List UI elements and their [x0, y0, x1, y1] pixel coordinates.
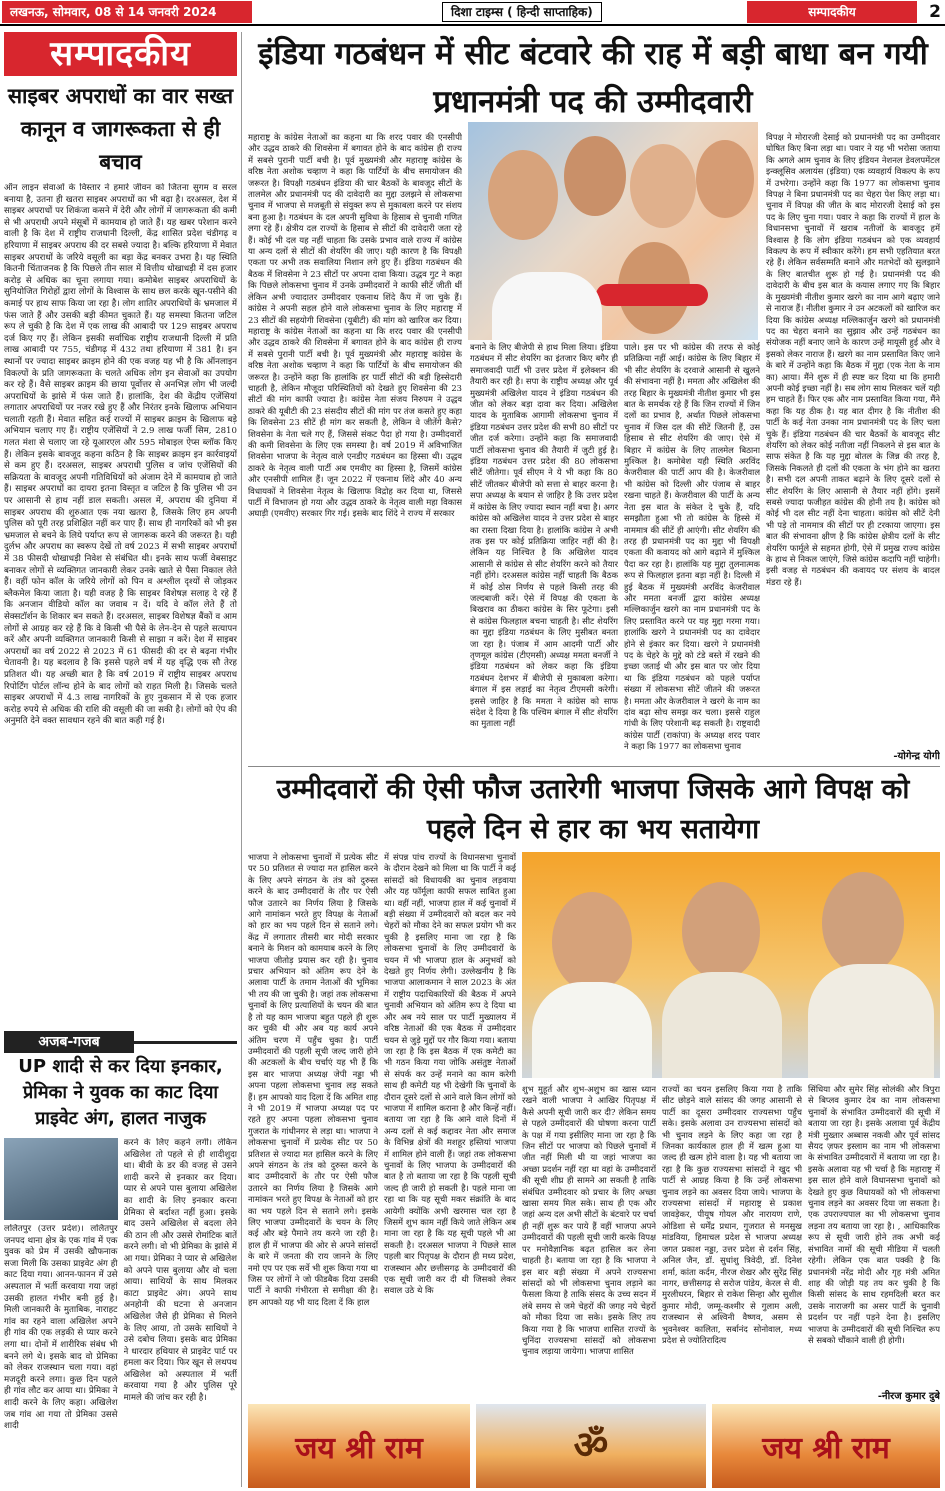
- editorial-headline: साइबर अपराधों का वार सख्त कानून व जागरूकता से ही बचाव: [7, 84, 234, 174]
- story2-body-col2: में संपन्न पांच राज्यों के विधानसभा चुनावों के दौरान देखने को मिला था कि पार्टी ने कई सांसदों को विधायकी का चुनाव लड़वाया और यह फॉर्मूला काफी सफल साबित हुआ था। वहीं नहीं, भाजपा हाल में कई चुनावों में बड़ी संख्या में उम्मीदवारों को बदल कर नये चेहरों को मौका देने का सफल प्रयोग भी कर चुकी है इसलिए माना जा रहा है कि लोकसभा चुनावों के लिए उम्मीदवारों के चयन में भी भाजपा हाल के अनुभवों को देखते हुए निर्णय लेगी। उल्लेखनीय है कि भाजपा आलाकमान ने साल 2023 के अंत में राष्ट्रीय पदाधिकारियों की बैठक में अपने चुनावी अभियान को अंतिम रूप दे दिया था और अब नये साल पर पार्टी मुख्यालय में वरिष्ठ नेताओं की एक बैठक में उम्मीदवार चयन से जुड़े मुद्दों पर गौर किया गया। बताया जा रहा है कि इस बैठक में एक कमेटी का भी गठन किया गया जोकि असंतुष्ट नेताओं से संपर्क कर उन्हें मनाने का काम करेगी साथ ही कमेटी यह भी देखेगी कि चुनावों के दौरान दूसरे दलों से आने वाले किन लोगों को भाजपा में शामिल कराना है और किन्हें नहीं। बताया जा रहा है कि आने वाले दिनों में अन्य दलों से कई कद्दावर नेता और समाज के विभिन्न क्षेत्रों की मशहूर हस्तियां भाजपा में शामिल होने वाली हैं। जहां तक लोकसभा चुनावों के लिए भाजपा के उम्मीदवारों की बात है तो बताया जा रहा है कि पहली सूची जल्द ही जारी हो सकती है। पहले माना जा रहा था कि यह सूची मकर संक्रांति के बाद आयेगी क्योंकि अभी खरमास चल रहा है जिसमें शुभ काम नहीं किये जाते लेकिन अब माना जा रहा है कि यह सूची पहले भी आ सकती है। दरअसल भाजपा ने पिछले साल पहली बार पितृपक्ष के दौरान ही मध्य प्रदेश, राजस्थान और छत्तीसगढ़ के उम्मीदवारों की एक सूची जारी कर दी थी जिसको लेकर सवाल उठे थे कि: [384, 852, 516, 1296]
- story1-body-col4: विपक्ष ने मोरारजी देसाई को प्रधानमंत्री पद का उम्मीदवार घोषित किए बिना लड़ा था। पवार ने यह भी भरोसा जताया कि अगले आम चुनाव के लिए इंडियन नेशनल डेवलपमेंटल इन्क्लूसिव अलायंस (इंडिया) एक व्यवहार्य विकल्प के रूप में उभरेगा। उन्होंने कहा कि 1977 का लोकसभा चुनाव विपक्ष ने बिना प्रधानमंत्री पद का चेहरा पेश किए लड़ा था। चुनाव में विपक्ष की जीत के बाद मोरारजी देसाई को इस पद के लिए चुना गया। पवार ने कहा कि राज्यों में हाल के विधानसभा चुनावों में खराब नतीजों के बावजूद हमें विश्वास है कि लोग इंडिया गठबंधन को एक व्यवहार्य विकल्प के रूप में स्वीकार करेंगे। हम सभी एहतियात बरत रहे हैं। लेकिन सर्वसम्मति बनाने और मतभेदों को सुलझाने के लिए बातचीत शुरू हो गई है। प्रधानमंत्री पद की दावेदारी के बीच इस बात के कयास लगाए गए कि बिहार के मुख्यमंत्री नीतीश कुमार खरगे का नाम आगे बढ़ाए जाने से नाराज हैं। नीतीश कुमार ने उन अटकलों को खारिज कर दिया कि कांग्रेस अध्यक्ष मल्लिकार्जुन खरगे को प्रधानमंत्री पद का चेहरा बनाने का सुझाव और उन्हें गठबंधन का संयोजक नहीं बनाए जाने के कारण उन्हें मायूसी हुई और वे इसको लेकर नाराज हैं। खरगे का नाम प्रस्तावित किए जाने के बारे में उन्होंने कहा कि बैठक में मुद्दा (एक नेता के नाम का) आया। मैंने शुरू में ही स्पष्ट कर दिया था कि हमारी अपनी कोई इच्छा नहीं है। सब लोग साथ मिलकर चलें यही हम चाहते हैं। फिर एक और नाम प्रस्तावित किया गया, मैंने कहा कि यह ठीक है। यह बात दीगर है कि नीतीश की पार्टी के कई नेता उनका नाम प्रधानमंत्री पद के लिए चला चुके हैं। इंडिया गठबंधन की चार बैठकों के बावजूद सीट शेयरिंग को लेकर कोई नतीजा नहीं निकलने से इस बात के साफ संकेत है कि यह मुद्दा बोतल के जिन्न की तरह है, जिसके निकलते ही दलों की एकता के भंग होने का खतरा है। सभी दल अपनी ताकत बढ़ाने के लिए दूसरे दलों से सीट शेयरिंग के लिए आसानी से तैयार नहीं होंगे। इसमें सबसे ज्यादा फजीहत कांग्रेस की होनी तय है। कांग्रेस को कोई भी दल सीट नहीं देना चाहता। कांग्रेस को सीटें देनी भी पड़े तो नाममात्र की सीटों पर ही टरकाया जाएगा। इस बात की संभावना क्षीण है कि कांग्रेस क्षेत्रीय दलों के सीट शेयरिंग फार्मूले से सहमत होगी, ऐसे में प्रमुख राज्य कांग्रेस के हाथ से निकल जाएंगे, जिसे कांग्रेस कदापि नहीं चाहेगी। इसी वजह से गठबंधन की कवायद पर संशय के बादल मंडरा रहे हैं।: [766, 132, 940, 587]
- ajab-headline: UP शादी से कर दिया इनकार, प्रेमिका ने युवक का काट दिया प्राइवेट अंग, हालत नाजुक: [18, 1056, 223, 1129]
- hospital-photo: [4, 1138, 118, 1220]
- editorial-column: [4, 32, 242, 1487]
- section-label: सम्पादकीय: [747, 1, 917, 23]
- banner-left-text: जय श्री राम: [295, 1431, 423, 1466]
- story1-body-col3: पाले। इस पर भी कांग्रेस की तरफ से कोई प्रतिक्रिया नहीं आई। कांग्रेस के लिए बिहार में भी सीट शेयरिंग के दरवाजे आसानी से खुलने की संभावना नहीं है। ममता और अखिलेश की तरह बिहार के मुख्यमंत्री नीतीश कुमार भी इस बात के समर्थक रहे हैं कि जिन राज्यों में जिन दलों का प्रभाव है, अर्थात पिछले लोकसभा चुनाव में जिस दल की सीटें जितनी हैं, उस हिसाब से सीट शेयरिंग की जाए। ऐसे में बिहार में कांग्रेस के लिए तालमेल बिठाना मुश्किल है। कमोबेश यही स्थिति अरविंद केजरीवाल की पार्टी आप की है। केजरीवाल भी कांग्रेस को दिल्ली और पंजाब से बाहर रखना चाहते हैं। केजरीवाल की पार्टी के अन्य नेता इस बात के संकेत दे चुके हैं, यदि समझौता हुआ भी तो कांग्रेस के हिस्से में नाममात्र की सीटें ही आएंगी। सीट शेयरिंग की तरह ही प्रधानमंत्री पद का मुद्दा भी विपक्षी एकता की कवायद को आगे बढ़ाने में मुश्किल पैदा कर रहा है। हालांकि यह मुद्दा तुलनात्मक रूप से फिलहाल इतना बड़ा नहीं है। दिल्ली में हुई बैठक में मुख्यमंत्री अरविंद केजरीवाल और ममता बनर्जी द्वारा कांग्रेस अध्यक्ष मल्लिकार्जुन खरगे का नाम प्रधानमंत्री पद के लिए प्रस्तावित करने पर यह मुद्दा गरमा गया। हालांकि खरगे ने प्रधानमंत्री पद का दावेदार होने से इंकार कर दिया। खरगे ने प्रधानमंत्री पद के चेहरे के मुद्दे को टंडे बस्ते में रखने की इच्छा जताई थी और इस बात पर जोर दिया था कि इंडिया गठबंधन को पहले पर्याप्त संख्या में लोकसभा सीटें जीतने की जरूरत है। ममता और केजरीवाल ने खरगे के नाम का दांव बढ़ा सोच समझ कर चला। इससे राहुल गांधी के लिए परेशानी बढ़ सकती है। राष्ट्रवादी कांग्रेस पार्टी (राकांपा) के अध्यक्ष शरद पवार ने कहा कि 1977 का लोकसभा चुनाव: [624, 342, 760, 752]
- story1-headline: इंडिया गठबंधन में सीट बंटवारे की राह में बड़ी बाधा बन गयी प्रधानमंत्री पद की उम्मीदवारी: [258, 36, 928, 120]
- story2-body-col5: सिंधिया और सुमेर सिंह सोलंकी और त्रिपुरा से बिप्लव कुमार देब का नाम लोकसभा चुनावों के संभावित उम्मीदवारों की सूची में बताया जा रहा है। इसके अलावा पूर्व केंद्रीय मंत्री मुख्तार अब्बास नकवी और पूर्व सांसद सैयद ज़फर इस्लाम का नाम भी लोकसभा के संभावित उम्मीदवारों में बताया जा रहा है। इसके अलावा यह भी चर्चा है कि महाराष्ट्र में इस साल होने वाले विधानसभा चुनावों को देखते हुए कुछ विधायकों को भी लोकसभा चुनाव लड़ने का अवसर दिया जा सकता है। एक उपराज्यपाल का भी लोकसभा चुनाव लड़ना तय बताया जा रहा है। , आधिकारिक रूप से सूची जारी होने तक अभी कई संभावित नामों की सूची मीडिया में चलती रहेगी। लेकिन एक बात पक्की है कि प्रधानमंत्री नरेंद्र मोदी और गृह मंत्री अमित शाह की जोड़ी यह तय कर चुकी है कि किसी सांसद के साथ रहमदिली बरत कर उसके नाराजगी का असर पार्टी के चुनावी प्रदर्शन पर नहीं पड़ने देना है। इसलिए भाजपा के उम्मीदवारों की सूची निश्चित रूप से सबको चौंकाने वाली ही होगी।: [808, 1084, 940, 1345]
- banner-center-text: ॐ: [573, 1423, 609, 1467]
- banner-right-text: जय श्री राम: [762, 1431, 890, 1466]
- story1-byline: -योगेन्द्र योगी: [893, 751, 940, 762]
- editorial-banner: सम्पादकीय: [4, 32, 237, 76]
- story2-body-col3: शुभ मुहूर्त और शुभ-अशुभ का खास ध्यान रखने वाली भाजपा ने आखिर पितृपक्ष में कैसे अपनी सूची जारी कर दी? लेकिन समय से पहले उम्मीदवारों की घोषणा करना पार्टी के पक्ष में गया इसीलिए माना जा रहा है कि जिन सीटों पर भाजपा को पिछले चुनावों में जीत नहीं मिली थी या जहां भाजपा का अच्छा प्रदर्शन नहीं रहा था वहां के उम्मीदवारों की सूची शीघ्र ही सामने आ सकती है ताकि संबंधित उम्मीदवार को प्रचार के लिए अच्छा खासा समय मिल सके। साथ ही एक और जहां अन्य दल अभी सीटों के बंटवारे पर चर्चा ही नहीं शुरू कर पाये हैं वहीं भाजपा अपने उम्मीदवारों की पहली सूची जारी करके विपक्ष पर मनोवैज्ञानिक बढ़त हासिल कर लेना चाहती है। बताया जा रहा है कि भाजपा ने इस बार बड़ी संख्या में अपने राज्यसभा सांसदों को भी लोकसभा चुनाव लड़ाने का फैसला किया है ताकि संसद के उच्च सदन में लंबे समय से जमे चेहरों की जगह नये चेहरों को मौका दिया जा सके। इसके लिए तय किया गया है कि भाजपा शासित राज्यों के चुनिंदा राज्यसभा सांसदों को लोकसभा चुनाव लड़ाया जायेगा। भाजपा शासित: [522, 1084, 656, 1357]
- story2-body-col1: भाजपा ने लोकसभा चुनावों में प्रत्येक सीट पर 50 प्रतिशत से ज्यादा मत हासिल करने के लिए अपने संगठन के तंत्र को दुरुस्त करने के बाद उम्मीदवारों के तौर पर ऐसी फौज उतारने का निर्णय लिया है जिसके आगे नामांकन भरते हुए विपक्ष के नेताओं को हार का भय पहले दिन से सताने लगे। केंद्र में लगातार तीसरी बार मोदी सरकार बनाने के मिशन को कामयाब करने के लिए भाजपा जीतोड़ प्रयास कर रही है। चुनाव प्रचार अभियान को अंतिम रूप देने के अलावा पार्टी के तमाम नेताओं की भूमिका भी तय की जा चुकी है। जहां तक लोकसभा चुनावों के लिए प्रत्याशियों के चयन की बात है तो यह काम भाजपा बहुत पहले ही शुरू कर चुकी थी और अब यह कार्य अपने अंतिम चरण में पहुँच चुका है। पार्टी उम्मीदवारों की पहली सूची जल्द जारी होने की अटकलों के बीच चर्चाएं यह भी हैं कि इस बार भाजपा अध्यक्ष जेपी नड्डा भी अपना पहला लोकसभा चुनाव लड़ सकते हैं। हम आपको याद दिला दें कि अमित शाह ने भी 2019 में भाजपा अध्यक्ष पद पर रहते हुए अपना पहला लोकसभा चुनाव गुजरात के गांधीनगर से लड़ा था। भाजपा ने लोकसभा चुनावों में प्रत्येक सीट पर 50 प्रतिशत से ज्यादा मत हासिल करने के लिए अपने संगठन के तंत्र को दुरुस्त करने के बाद उम्मीदवारों के तौर पर ऐसी फौज उतारने का निर्णय लिया है जिसके आगे नामांकन भरते हुए विपक्ष के नेताओं को हार का भय पहले दिन से सताने लगे। इसके लिए भाजपा उम्मीदवारों के चयन के लिए कई और बड़े पैमाने तय करने जा रही है। हाल ही में भाजपा की ओर से अपने सांसदों के बारे में जनता की राय जानने के लिए नमो एप पर एक सर्वे भी शुरू किया गया था जिस पर लोगों ने जो फीडबैक दिया उसकी पार्टी ने काफी गंभीरता से समीक्षा की है। हम आपको यह भी याद दिला दें कि हाल: [248, 852, 378, 1307]
- om-banner: [476, 1404, 706, 1488]
- ajab-body-col1: ललितपुर (उत्तर प्रदेश)। ललितपुर जनपद थाना क्षेत्र के एक गांव में एक युवक को प्रेम में उसकी खौफनाक सजा मिली कि उसका प्राइवेट अंग ही काट दिया गया। आनन-फानन में उसे अस्पताल में भर्ती करवाया गया जहां उसकी हालत गंभीर बनी हुई है। मिली जानकारी के मुताबिक, नाराहट गांव का रहने वाला अखिलेश अपने ही गांव की एक लड़की से प्यार करने लगा था। दोनों में शारीरिक संबंध भी बनने लगे थे। इसके बाद वो प्रेमिका को लेकर राजस्थान चला गया। वहां मजदूरी करने लगा। कुछ दिन पहले ही गांव लौट कर आया था। प्रेमिका ने शादी करने के लिए कहा। अखिलेश जब गांव आ गया तो प्रेमिका उससे शादी: [4, 1224, 118, 1432]
- bjp-leaders-photo: [522, 852, 940, 1078]
- story2-byline: -नीरज कुमार दुबे: [877, 1391, 940, 1402]
- jai-shri-ram-banner-left: [248, 1404, 470, 1488]
- story2-body-col4: राज्यों का चयन इसलिए किया गया है ताकि सीट छोड़ने वाले सांसद की जगह आसानी से पार्टी का दूसरा उम्मीदवार राज्यसभा पहुँच सके। इसके अलावा उन राज्यसभा सांसदों को भी चुनाव लड़ने के लिए कहा जा रहा है जिनका कार्यकाल हाल ही में खत्म हुआ या जल्द ही खत्म होने वाला है। यह भी बताया जा रहा है कि कुछ राज्यसभा सांसदों ने खुद भी पार्टी से आग्रह किया है कि उन्हें लोकसभा चुनाव लड़ने का अवसर दिया जाये। भाजपा के राज्यसभा सांसदों में महाराष्ट्र से प्रकाश जावड़ेकर, पीयूष गोयल और नारायण राणे, ओडिशा से धर्मेंद्र प्रधान, गुजरात से मनसुख मांडविया, हिमाचल प्रदेश से भाजपा अध्यक्ष जगत प्रकाश नड्डा, उत्तर प्रदेश से दर्शन सिंह, अनिल जैन, डॉ. सुधांशु त्रिवेदी, डॉ. दिनेश शर्मा, कांता कर्दम, नीरज शेखर और सुरेंद्र सिंह नागर, छत्तीसगढ़ से सरोज पांडेय, केरल से वी. मुरलीधरन, बिहार से राकेश सिन्हा और सुशील कुमार मोदी, जम्मू-कश्मीर से गुलाम अली, राजस्थान से अश्विनी वैष्णव, असम से भुवनेश्वर कालिता, सर्बानंद सोनोवाल, मध्य प्रदेश से ज्योतिरादित्य: [662, 1084, 802, 1345]
- story1-col4-wrap: [766, 132, 940, 764]
- ajab-body-col2: करने के लिए कहने लगी। लेकिन अखिलेश तो पहले से ही शादीशुदा था। बीवी के डर की वजह से उसने शादी करने से इनकार कर दिया। प्यार से अपने पास बुलाया अखिलेश का शादी के लिए इनकार करना प्रेमिका से बर्दाश्त नहीं हुआ। इसके बाद उसने अखिलेश से बदला लेने की ठान ली और उससे रोमांटिक बातें करने लगी। वो भी प्रेमिका के झांसे में आ गया। प्रेमिका ने प्यार से अखिलेश को अपने पास बुलाया और वो चला आया। साथियों के साथ मिलकर काटा प्राइवेट अंग। अपने साथ अनहोनी की घटना से अनजान अखिलेश जैसे ही प्रेमिका से मिलने के लिए आया, तो उसके साथियों ने उसे दबोच लिया। इसके बाद प्रेमिका ने धारदार हथियार से प्राइवेट पार्ट पर हमला कर दिया। फिर खून से लथपथ अखिलेश को अस्पताल में भर्ती करवाया गया है और पुलिस पूरे मामले की जांच कर रही है।: [123, 1138, 237, 1404]
- story2-col5-wrap: [808, 1084, 940, 1402]
- section-divider: [134, 1041, 237, 1044]
- jai-shri-ram-banner-right: [712, 1404, 940, 1488]
- story2-headline: उम्मीदवारों की ऐसी फौज उतारेगी भाजपा जिसके आगे विपक्ष को पहले दिन से हार का भय सतायेगा: [276, 774, 910, 845]
- masthead: दिशा टाइम्स ( हिन्दी साप्ताहिक): [442, 2, 602, 22]
- editorial-body: ऑन लाइन सेवाओं के विस्तार ने हमारे जीवन को जितना सुगम व सरल बनाया है, उतना ही खतरा साइबर अपराधों का भी बढ़ा है। दरअसल, देश में साइबर अपराधों पर शिकंजा कसने में देरी और लोगों में जागरूकता की कमी से भी अपराधी अपने मंसूबों में कामयाब हो जाते हैं। यह खबर परेशान करने वाली है कि देश में राष्ट्रीय राजधानी दिल्ली, केंद्र शासित प्रदेश चंडीगढ़ व हरियाणा में साइबर अपराध की दर सबसे ज्यादा है। बल्कि हरियाणा में मेवात साइबर अपराधों के जरिये वसूली का बड़ा केंद्र बनकर उभरा है। यह स्थिति कितनी चिंताजनक है कि पिछले तीन साल में वित्तीय धोखाधड़ी में दस हजार करोड़ से अधिक का चूना लगाया गया। कमोबेश साइबर अपराधियों के सुनियोजित गिरोहों द्वारा लोगों के विश्वास के साथ छल करके खून-पसीने की कमाई पर हाथ साफ किया जा रहा है। लोग शातिर अपराधियों के भ्रमजाल में फंस जाते हैं और उसकी बड़ी कीमत चुकाते हैं। यह समस्या कितना जटिल रूप ले चुकी है कि देश में एक लाख की आबादी पर 129 साइबर अपराध दर्ज किए गए हैं। लेकिन इसकी सर्वाधिक राष्ट्रीय राजधानी दिल्ली में प्रति लाख आबादी पर 755, चंडीगढ़ में 432 तथा हरियाणा में 381 है। इन स्थानों पर ज्यादा साइबर क्राइम होने की एक वजह यह भी है कि ऑनलाइन विकल्पों के प्रति जागरूकता के चलते अधिक लोग इन सेवाओं का उपयोग कर रहे हैं। वैसे साइबर क्राइम की छाया पूर्वोत्तर से अनभिज्ञ लोग भी जल्दी अपराधियों के झांसे में फंस जाते हैं। हालांकि, देश की केंद्रीय एजेंसियां लगातार अपराधियों पर नजर रखे हुए हैं और निरंतर इनके खिलाफ अभियान चलाती रहती हैं। मेवात सहित कई राज्यों में साइबर क्राइम के खिलाफ बड़े अभियान चलाए गए हैं। राष्ट्रीय एजेंसियों ने 2.9 लाख फर्जी सिम, 2810 गलत मंशा से चलाए जा रहे यूआरएल और 595 मोबाइल ऐप्स ब्लॉक किए हैं। लेकिन इसके बावजूद कहना कठिन है कि साइबर क्राइम इन कार्रवाइयों से कम हुए हैं। दरअसल, साइबर अपराधी पुलिस व जांच एजेंसियों की सक्रियता के बावजूद अपनी गतिविधियों को अंजाम देने में कामयाब हो जाते हैं। साइबर अपराधों का दायरा इतना विस्तृत व जटिल है कि पुलिस भी उन पर आसानी से हाथ नहीं डाल सकती। असल में, अपराध की दुनिया में साइबर अपराध की शुरुआत एक नया खतरा है, जिसके लिए हम अपनी पुलिस को पूरी तरह प्रशिक्षित नहीं कर पाए हैं। साथ ही नागरिकों को भी इस भ्रमजाल से बचने के लिये पर्याप्त रूप से जागरूक करने की जरूरत है। यही दुर्लभ और अपराध का स्वरूप देखें तो वर्ष 2023 में सभी साइबर अपराधों में 38 फीसदी धोखाधड़ी निवेश से संबंधित थी। इनके साथ फर्जी वेबसाइट बनाकर लोगों से व्यक्तिगत जानकारी लेकर उनके खाते से पैसा निकाल लेते हैं। वहीं फोन कॉल के जरिये लोगों को पिन व अश्लील दृश्यों से जोड़कर ब्लैकमेल किया जाता है। यही वजह है कि साइबर विशेषज्ञ सलाह दे रहे हैं कि अनजान वीडियो कॉल का जवाब न दें। यदि वे कॉल लेते हैं तो सेक्सटॉर्शन के शिकार बन सकते हैं। दरअसल, साइबर विशेषज्ञ बैंकों व आम लोगों से आग्रह कर रहे हैं कि वे किसी भी पैसे के लेन-देन से पहले सत्यापन करें और अपनी व्यक्तिगत जानकारी किसी से साझा न करें। देश में साइबर अपराधों का वर्ष 2022 से 2023 में 61 फीसदी की दर से बढ़ना गंभीर चेतावनी है। यह बदलाव है कि इससे पहले वर्ष में यह वृद्धि एक सौ तेरह प्रतिशत थी। यह अच्छी बात है कि वर्ष 2019 में राष्ट्रीय साइबर अपराध रिपोर्टिंग पोर्टल लॉन्च होने के बाद लोगों को राहत मिली है। जिसके चलते साइबर अपराधों में 4.3 लाख नागरिकों के हुए नुकसान में से एक हजार करोड़ रुपये से अधिक की राशि की वसूली की जा सकी है। लोगों को ऐप की अनुमति देने वक्त सावधान रहने की बात कही गई है।: [4, 183, 237, 727]
- ajab-gajab-label: अजब-गजब: [4, 1031, 134, 1053]
- story1-body-col1: महाराष्ट्र के कांग्रेस नेताओं का कहना था कि शरद पवार की एनसीपी और उद्धव ठाकरे की शिवसेना में बगावत होने के बाद कांग्रेस ही राज्य में सबसे पुरानी पार्टी बची है। पूर्व मुख्यमंत्री और महाराष्ट्र कांग्रेस के वरिष्ठ नेता अशोक चव्हाण ने कहा कि पार्टियों के बीच समायोजन की जरूरत है। विपक्षी गठबंधन इंडिया की चार बैठकों के बावजूद सीटों के तालमेल और प्रधानमंत्री पद की दावेदारी का मुद्दा उलझने से लोकसभा चुनाव में भाजपा से मजबूती से संयुक्त रूप से मुकाबला करने पर संशय बना हुआ है। गठबंधन के दल अपनी सुविधा के हिसाब से चुनावी गणित लगा रहे हैं। क्षेत्रीय दल राज्यों के हिसाब से सीटों की दावेदारी जता रहे हैं। कोई भी दल यह नहीं चाहता कि उसके प्रभाव वाले राज्य में कांग्रेस या अन्य दलों से सीटों की शेयरिंग की जाए। यही कारण है कि विपक्षी एकता पर अभी तक सवालिया निशान लगे हुए हैं। इंडिया गठबंधन की बैठक में शिवसेना ने 23 सीटों पर अपना दावा किया। उद्धव गुट ने कहा कि पिछले लोकसभा चुनाव में उनके उम्मीदवारों ने काफी सीटें जीती थीं लेकिन अभी ज्यादातर उम्मीदवार एकनाथ शिंदे कैंप में जा चुके हैं। कांग्रेस ने अपनी सहल होने वाले लोकसभा चुनाव के लिए महाराष्ट्र में 23 सीटों की सहयोगी शिवसेना (यूबीटी) की मांग को खारिज कर दिया। महाराष्ट्र के कांग्रेस नेताओं का कहना था कि शरद पवार की एनसीपी और उद्धव ठाकरे की शिवसेना में बगावत होने के बाद कांग्रेस ही राज्य में सबसे पुरानी पार्टी बची है। पूर्व मुख्यमंत्री और महाराष्ट्र कांग्रेस के वरिष्ठ नेता अशोक चव्हाण ने कहा कि पार्टियों के बीच समायोजन की जरूरत है। उन्होंने कहा कि हालांकि हर पार्टी सीटों की बड़ी हिस्सेदारी चाहती है, लेकिन मौजूदा परिस्थितियों को देखते हुए शिवसेना की 23 सीटों की मांग काफी ज्यादा है। कांग्रेस नेता संजय निरुपम ने उद्धव ठाकरे की यूबीटी की 23 संसदीय सीटों की मांग पर तंज कसते हुए कहा कि शिवसेना 23 सीटें ही मांग कर सकती है, लेकिन वे जीतेंगे कैसे? शिवसेना के नेता चले गए हैं, जिससे संकट पैदा हो गया है। उम्मीदवारों की कमी शिवसेना के लिए एक समस्या है। वर्ष 2019 में अविभाजित शिवसेना भाजपा के नेतृत्व वाले एनडीए गठबंधन का हिस्सा थी। उद्धव ठाकरे के नेतृत्व वाली पार्टी अब एमवीए का हिस्सा है, जिसमें कांग्रेस और एनसीपी शामिल हैं। जून 2022 में एकनाथ शिंदे और 40 अन्य विधायकों ने शिवसेना नेतृत्व के खिलाफ विद्रोह कर दिया था, जिससे पार्टी में विभाजन हो गया और उद्धव ठाकरे के नेतृत्व वाली महा विकास अघाड़ी (एमवीए) सरकार गिर गई। इसके बाद शिंदे ने राज्य में सरकार: [248, 132, 462, 519]
- dateline: लखनऊ, सोमवार, 08 से 14 जनवरी 2024: [2, 1, 252, 23]
- page-header: [0, 0, 945, 26]
- page-number: 2: [929, 2, 941, 22]
- opposition-leaders-photo: [468, 122, 758, 340]
- story-divider: [248, 766, 940, 767]
- story1-body-col2: बनाने के लिए बीजेपी से हाथ मिला लिया। इंडिया गठबंधन में सीट शेयरिंग का इंतजार किए बगैर ही समाजवादी पार्टी भी उत्तर प्रदेश में इलेक्शन की तैयारी कर रही है। सपा के राष्ट्रीय अध्यक्ष और पूर्व मुख्यमंत्री अखिलेश यादव ने इंडिया गठबंधन की जीत को लेकर बड़ा दावा कर दिया। अखिलेश यादव के मुताबिक आगामी लोकसभा चुनाव में इंडिया गठबंधन उत्तर प्रदेश की सभी 80 सीटों पर जीत दर्ज करेगा। उन्होंने कहा कि समाजवादी पार्टी लोकसभा चुनाव की तैयारी में जुटी हुई है। इंडिया गठबंधन उत्तर प्रदेश की 80 लोकसभा सीटें जीतेगा। पूर्व सीएम ने ये भी कहा कि 80 सीटें जीतकर बीजेपी को सत्ता से बाहर करना है। सपा अध्यक्ष के बयान से जाहिर है कि उत्तर प्रदेश में कांग्रेस के लिए ज्यादा स्थान नहीं बचा है। अगर कांग्रेस को अखिलेश यादव ने उत्तर प्रदेश से बाहर का रास्ता दिखा दिया है। हालांकि कांग्रेस ने अभी तक इस पर कोई प्रतिक्रिया जाहिर नहीं की है। लेकिन यह निश्चित है कि अखिलेश यादव आसानी से कांग्रेस से सीट शेयरिंग करने को तैयार नहीं होंगे। दरअसल कांग्रेस नहीं चाहती कि बैठक में कोई ठोस निर्णय से पहले किसी तरह की जल्दबाजी करें। ऐसे में विपक्ष की एकता के बिखराव का ठीकरा कांग्रेस के सिर फूटेगा। इसी से कांग्रेस फिलहाल बचना चाहती है। सीट शेयरिंग का मुद्दा इंडिया गठबंधन के लिए मुसीबत बनता जा रहा है। पंजाब में आम आदमी पार्टी और तृणमूल कांग्रेस (टीएमसी) अध्यक्ष ममता बनर्जी ने इंडिया गठबंधन को लेकर कहा कि इंडिया गठबंधन देशभर में बीजेपी से मुकाबला करेगा। बंगाल में इस लड़ाई का नेतृत्व टीएमसी करेगी। इससे जाहिर है कि ममता ने कांग्रेस को साफ संदेश दे दिया है कि पश्चिम बंगाल में सीट शेयरिंग का मुताला नहीं: [470, 342, 618, 729]
